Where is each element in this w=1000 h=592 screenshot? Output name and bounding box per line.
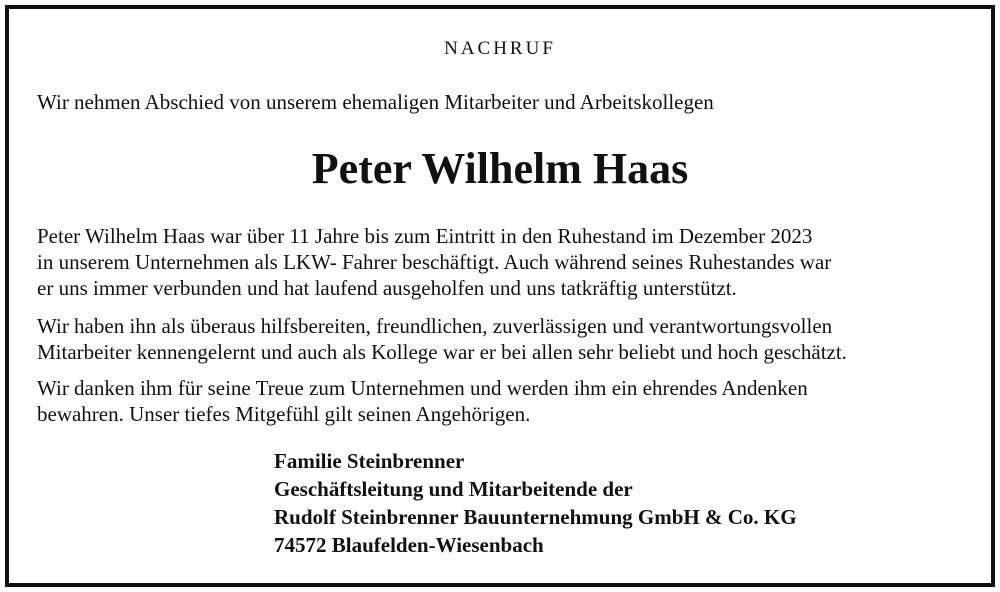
deceased-name: Peter Wilhelm Haas xyxy=(311,144,689,193)
paragraph-line: Peter Wilhelm Haas war über 11 Jahre bis zum Eintritt in den Ruhestand im Dezember 2023 xyxy=(37,224,813,248)
paragraph-line: bewahren. Unser tiefes Mitgefühl gilt seinen Angehörigen. xyxy=(37,402,531,426)
intro-line: Wir nehmen Abschied von unserem ehemaligen Mitarbeiter und Arbeitskollegen xyxy=(37,90,714,114)
paragraph-thanks xyxy=(37,375,808,427)
paragraph-character xyxy=(37,313,847,365)
signature-address: 74572 Blaufelden-Wiesenbach xyxy=(274,533,544,557)
paragraph-line: Mitarbeiter kennengelernt und auch als Kollege war er bei allen sehr beliebt und hoch geschätzt. xyxy=(37,340,847,364)
signature-company: Rudolf Steinbrenner Bauunternehmung GmbH & Co. KG xyxy=(274,505,797,529)
signature-family: Familie Steinbrenner xyxy=(274,449,465,473)
paragraph-line: Wir haben ihn als überaus hilfsbereiten, freundlichen, zuverlässigen und verantwortungsvollen xyxy=(37,314,833,338)
paragraph-line: er uns immer verbunden und hat laufend ausgeholfen und uns tatkräftig unterstützt. xyxy=(37,276,737,300)
signature-management: Geschäftsleitung und Mitarbeitende der xyxy=(274,477,633,501)
paragraph-line: Wir danken ihm für seine Treue zum Unternehmen und werden ihm ein ehrendes Andenken xyxy=(37,376,808,400)
obituary-heading: NACHRUF xyxy=(444,38,556,59)
paragraph-line: in unserem Unternehmen als LKW- Fahrer beschäftigt. Auch während seines Ruhestandes war xyxy=(37,250,832,274)
paragraph-service-history xyxy=(37,223,831,301)
signature-block xyxy=(274,447,797,559)
